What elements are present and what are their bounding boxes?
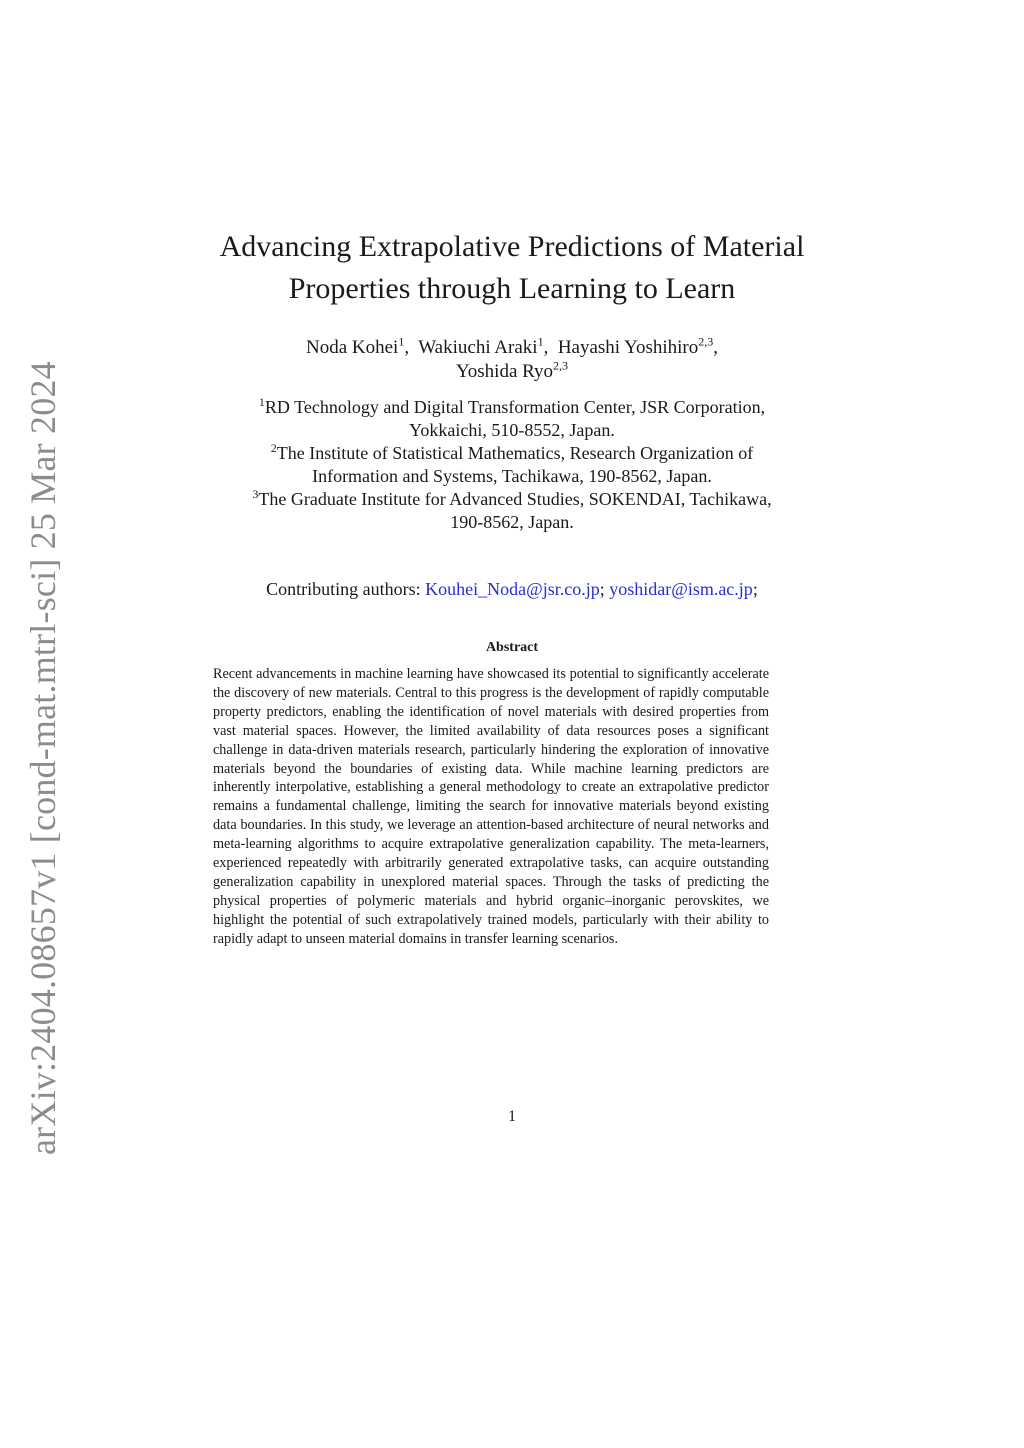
author-list bbox=[0, 336, 1024, 384]
email-separator: ; bbox=[752, 579, 758, 599]
affiliation-line: RD Technology and Digital Transformation Center, JSR Corporation, bbox=[264, 397, 766, 417]
affiliation-marker: 1 bbox=[258, 395, 265, 409]
abstract-heading: Abstract bbox=[485, 640, 539, 655]
affiliation-marker: 2 bbox=[270, 441, 277, 455]
affiliation-list bbox=[0, 396, 1024, 534]
contributing-authors bbox=[0, 577, 1024, 601]
email-link-noda[interactable]: Kouhei_Noda@jsr.co.jp bbox=[425, 579, 600, 599]
author-line-1: Noda Kohei$^1$, Wakiuchi Araki$^1$, Hayashi Yoshihiro$^{2,3}$, bbox=[306, 334, 718, 358]
affiliation-line: 190-8562, Japan. bbox=[450, 512, 574, 532]
affiliation-line: The Graduate Institute for Advanced Studies, SOKENDAI, Tachikawa, bbox=[258, 489, 772, 509]
author-name: Noda Kohei bbox=[306, 337, 399, 358]
affiliation-line: The Institute of Statistical Mathematics, Research Organization of bbox=[276, 443, 754, 463]
author-affiliation-marker: 2,3 bbox=[698, 334, 714, 349]
paper-title-line-1: Advancing Extrapolative Predictions of Material bbox=[219, 230, 805, 263]
affiliation bbox=[0, 442, 1024, 488]
contributing-authors-label: Contributing authors: bbox=[266, 579, 421, 599]
paper-title bbox=[0, 226, 1024, 310]
arxiv-identifier-stamp: arXiv:2404.08657v1 [cond-mat.mtrl-sci] 25 Mar 2024 bbox=[23, 361, 63, 1155]
affiliation bbox=[0, 396, 1024, 442]
author-affiliation-marker: 1 bbox=[537, 334, 544, 349]
author-name: Wakiuchi Araki bbox=[418, 337, 538, 358]
author-affiliation-marker: 2,3 bbox=[553, 358, 569, 373]
author-name: Hayashi Yoshihiro bbox=[557, 337, 699, 358]
author-affiliation-marker: 1 bbox=[398, 334, 405, 349]
author-line-2 bbox=[0, 360, 1024, 384]
page-number: 1 bbox=[508, 1108, 516, 1125]
author-name: Yoshida Ryo bbox=[455, 361, 554, 382]
email-link-yoshida[interactable]: yoshidar@ism.ac.jp bbox=[609, 579, 753, 599]
affiliation-marker: 3 bbox=[252, 487, 259, 501]
affiliation-line: Yokkaichi, 510-8552, Japan. bbox=[409, 420, 615, 440]
email-separator: ; bbox=[599, 579, 605, 599]
paper-title-line-2: Properties through Learning to Learn bbox=[288, 272, 736, 305]
abstract-text: Recent advancements in machine learning have showcased its potential to significantly accelerate the discovery of new materials. Central to this progress is the development of rapidly computable property predictors, enabling the identification of novel materials with desired properties from vast material spaces. However, the limited availability of data resources poses a significant challenge in data-driven materials research, particularly hindering the exploration of innovative materials beyond the boundaries of existing data. While machine learning predictors are inherently interpolative, establishing a general methodology to create an extrapolative predictor remains a fundamental challenge, limiting the search for innovative materials beyond existing data boundaries. In this study, we leverage an attention-based architecture of neural networks and meta-learning algorithms to acquire extrapolative generalization capability. The meta-learners, experienced repeatedly with arbitrarily generated extrapolative tasks, can acquire outstanding generalization capability in unexplored material spaces. Through the tasks of predicting the physical properties of polymeric materials and hybrid organic–inorganic perovskites, we highlight the potential of such extrapolatively trained models, particularly with their ability to rapidly adapt to unseen material domains in transfer learning scenarios. bbox=[213, 666, 769, 947]
affiliation bbox=[0, 488, 1024, 534]
affiliation-line: Information and Systems, Tachikawa, 190-8562, Japan. bbox=[312, 466, 712, 486]
